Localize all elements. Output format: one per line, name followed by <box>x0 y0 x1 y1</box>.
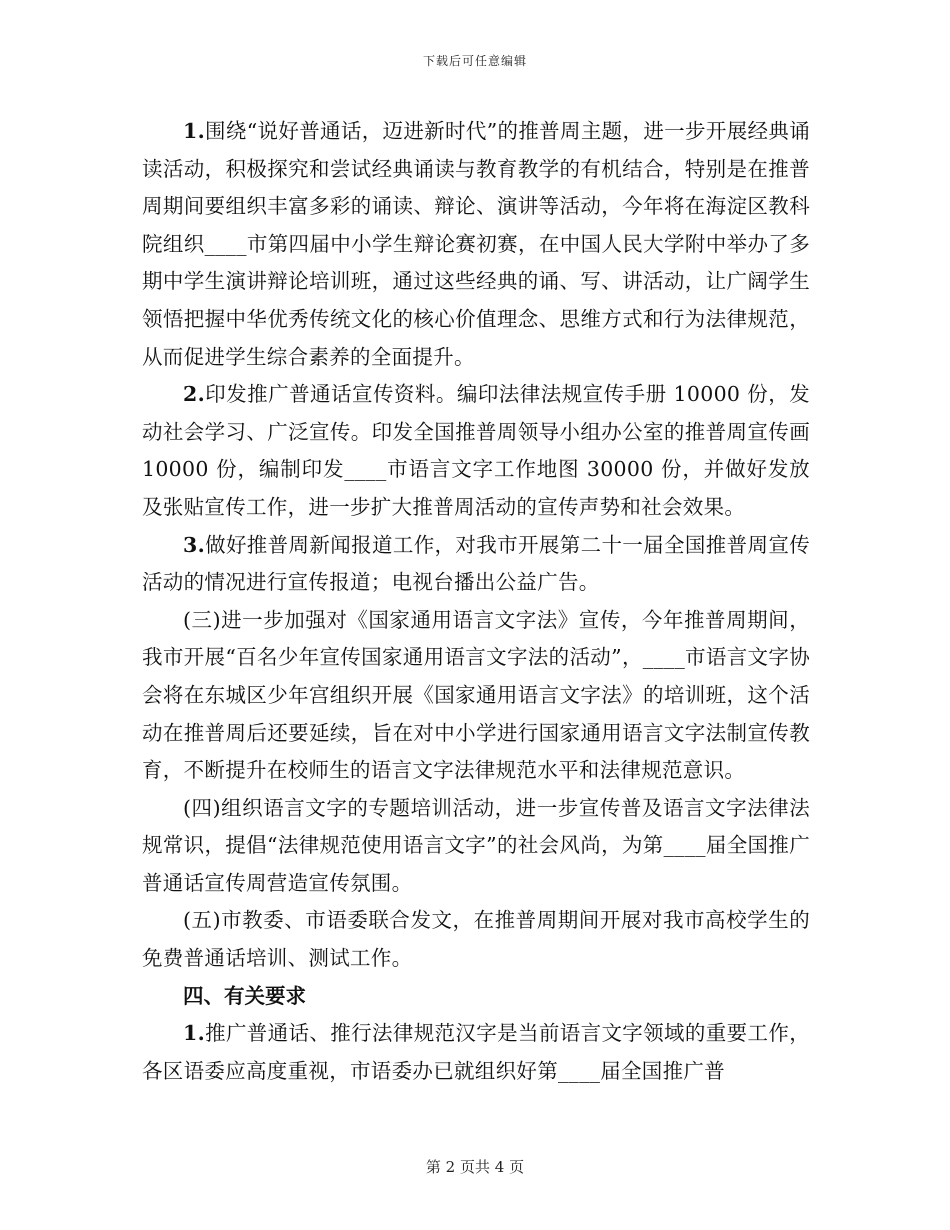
item-number: 1. <box>183 119 206 143</box>
paragraph-1 <box>142 113 810 376</box>
page-footer: 第 2 页共 4 页 <box>425 1158 525 1176</box>
paragraph-text: 推广普通话、推行法律规范汉字是当前语言文字领域的重要工作，各区语委应高度重视，市语委办已就组织好第____届全国推广普 <box>142 1021 810 1083</box>
document-body <box>142 113 810 1090</box>
paragraph-text: 印发推广普通话宣传资料。编印法律法规宣传手册 10000 份，发动社会学习、广泛宣传。印发全国推普周领导小组办公室的推普周宣传画 10000 份，编制印发____市语言文字工作地图 30000 份，并做好发放及张贴宣传工作，进一步扩大推普周活动的宣传声势和社会效果。 <box>142 382 810 519</box>
item-number: 2. <box>183 382 206 407</box>
item-number: 1. <box>183 1021 206 1046</box>
paragraph-text: 做好推普周新闻报道工作，对我市开展第二十一届全国推普周宣传活动的情况进行宣传报道；电视台播出公益广告。 <box>142 532 810 595</box>
page-header: 下载后可任意编辑 <box>422 54 527 68</box>
paragraph-requirements-1 <box>142 1015 810 1090</box>
paragraph-section-4 <box>142 790 810 903</box>
section-heading: 四、有关要求 <box>183 983 306 1008</box>
paragraph-3 <box>142 527 810 602</box>
paragraph-text: (五)市教委、市语委联合发文，在推普周期间开展对我市高校学生的免费普通话培训、测试工作。 <box>142 908 810 971</box>
paragraph-2 <box>142 376 810 526</box>
paragraph-text: (四)组织语言文字的专题培训活动，进一步宣传普及语言文字法律法规常识，提倡“法律规范使用语言文字”的社会风尚，为第____届全国推广普通话宣传周营造宣传氛围。 <box>142 795 810 895</box>
paragraph-text: 围绕“说好普通话，迈进新时代”的推普周主题，进一步开展经典诵读活动，积极探究和尝试经典诵读与教育教学的有机结合，特别是在推普周期间要组织丰富多彩的诵读、辩论、演讲等活动，今年将在海淀区教科院组织____市第四届中小学生辩论赛初赛，在中国人民大学附中举办了多期中学生演讲辩论培训班，通过这些经典的诵、写、讲活动，让广阔学生领悟把握中华优秀传统文化的核心价值理念、思维方式和行为法律规范，从而促进学生综合素养的全面提升。 <box>142 119 810 369</box>
paragraph-section-5 <box>142 902 810 977</box>
paragraph-text: (三)进一步加强对《国家通用语言文字法》宣传，今年推普周期间，我市开展“百名少年宣传国家通用语言文字法的活动”，____市语言文字协会将在东城区少年宫组织开展《国家通用语言文字法》的培训班，这个活动在推普周后还要延续，旨在对中小学进行国家通用语言文字法制宣传教育，不断提升在校师生的语言文字法律规范水平和法律规范意识。 <box>142 607 810 783</box>
paragraph-section-3 <box>142 602 810 790</box>
item-number: 3. <box>183 532 206 557</box>
